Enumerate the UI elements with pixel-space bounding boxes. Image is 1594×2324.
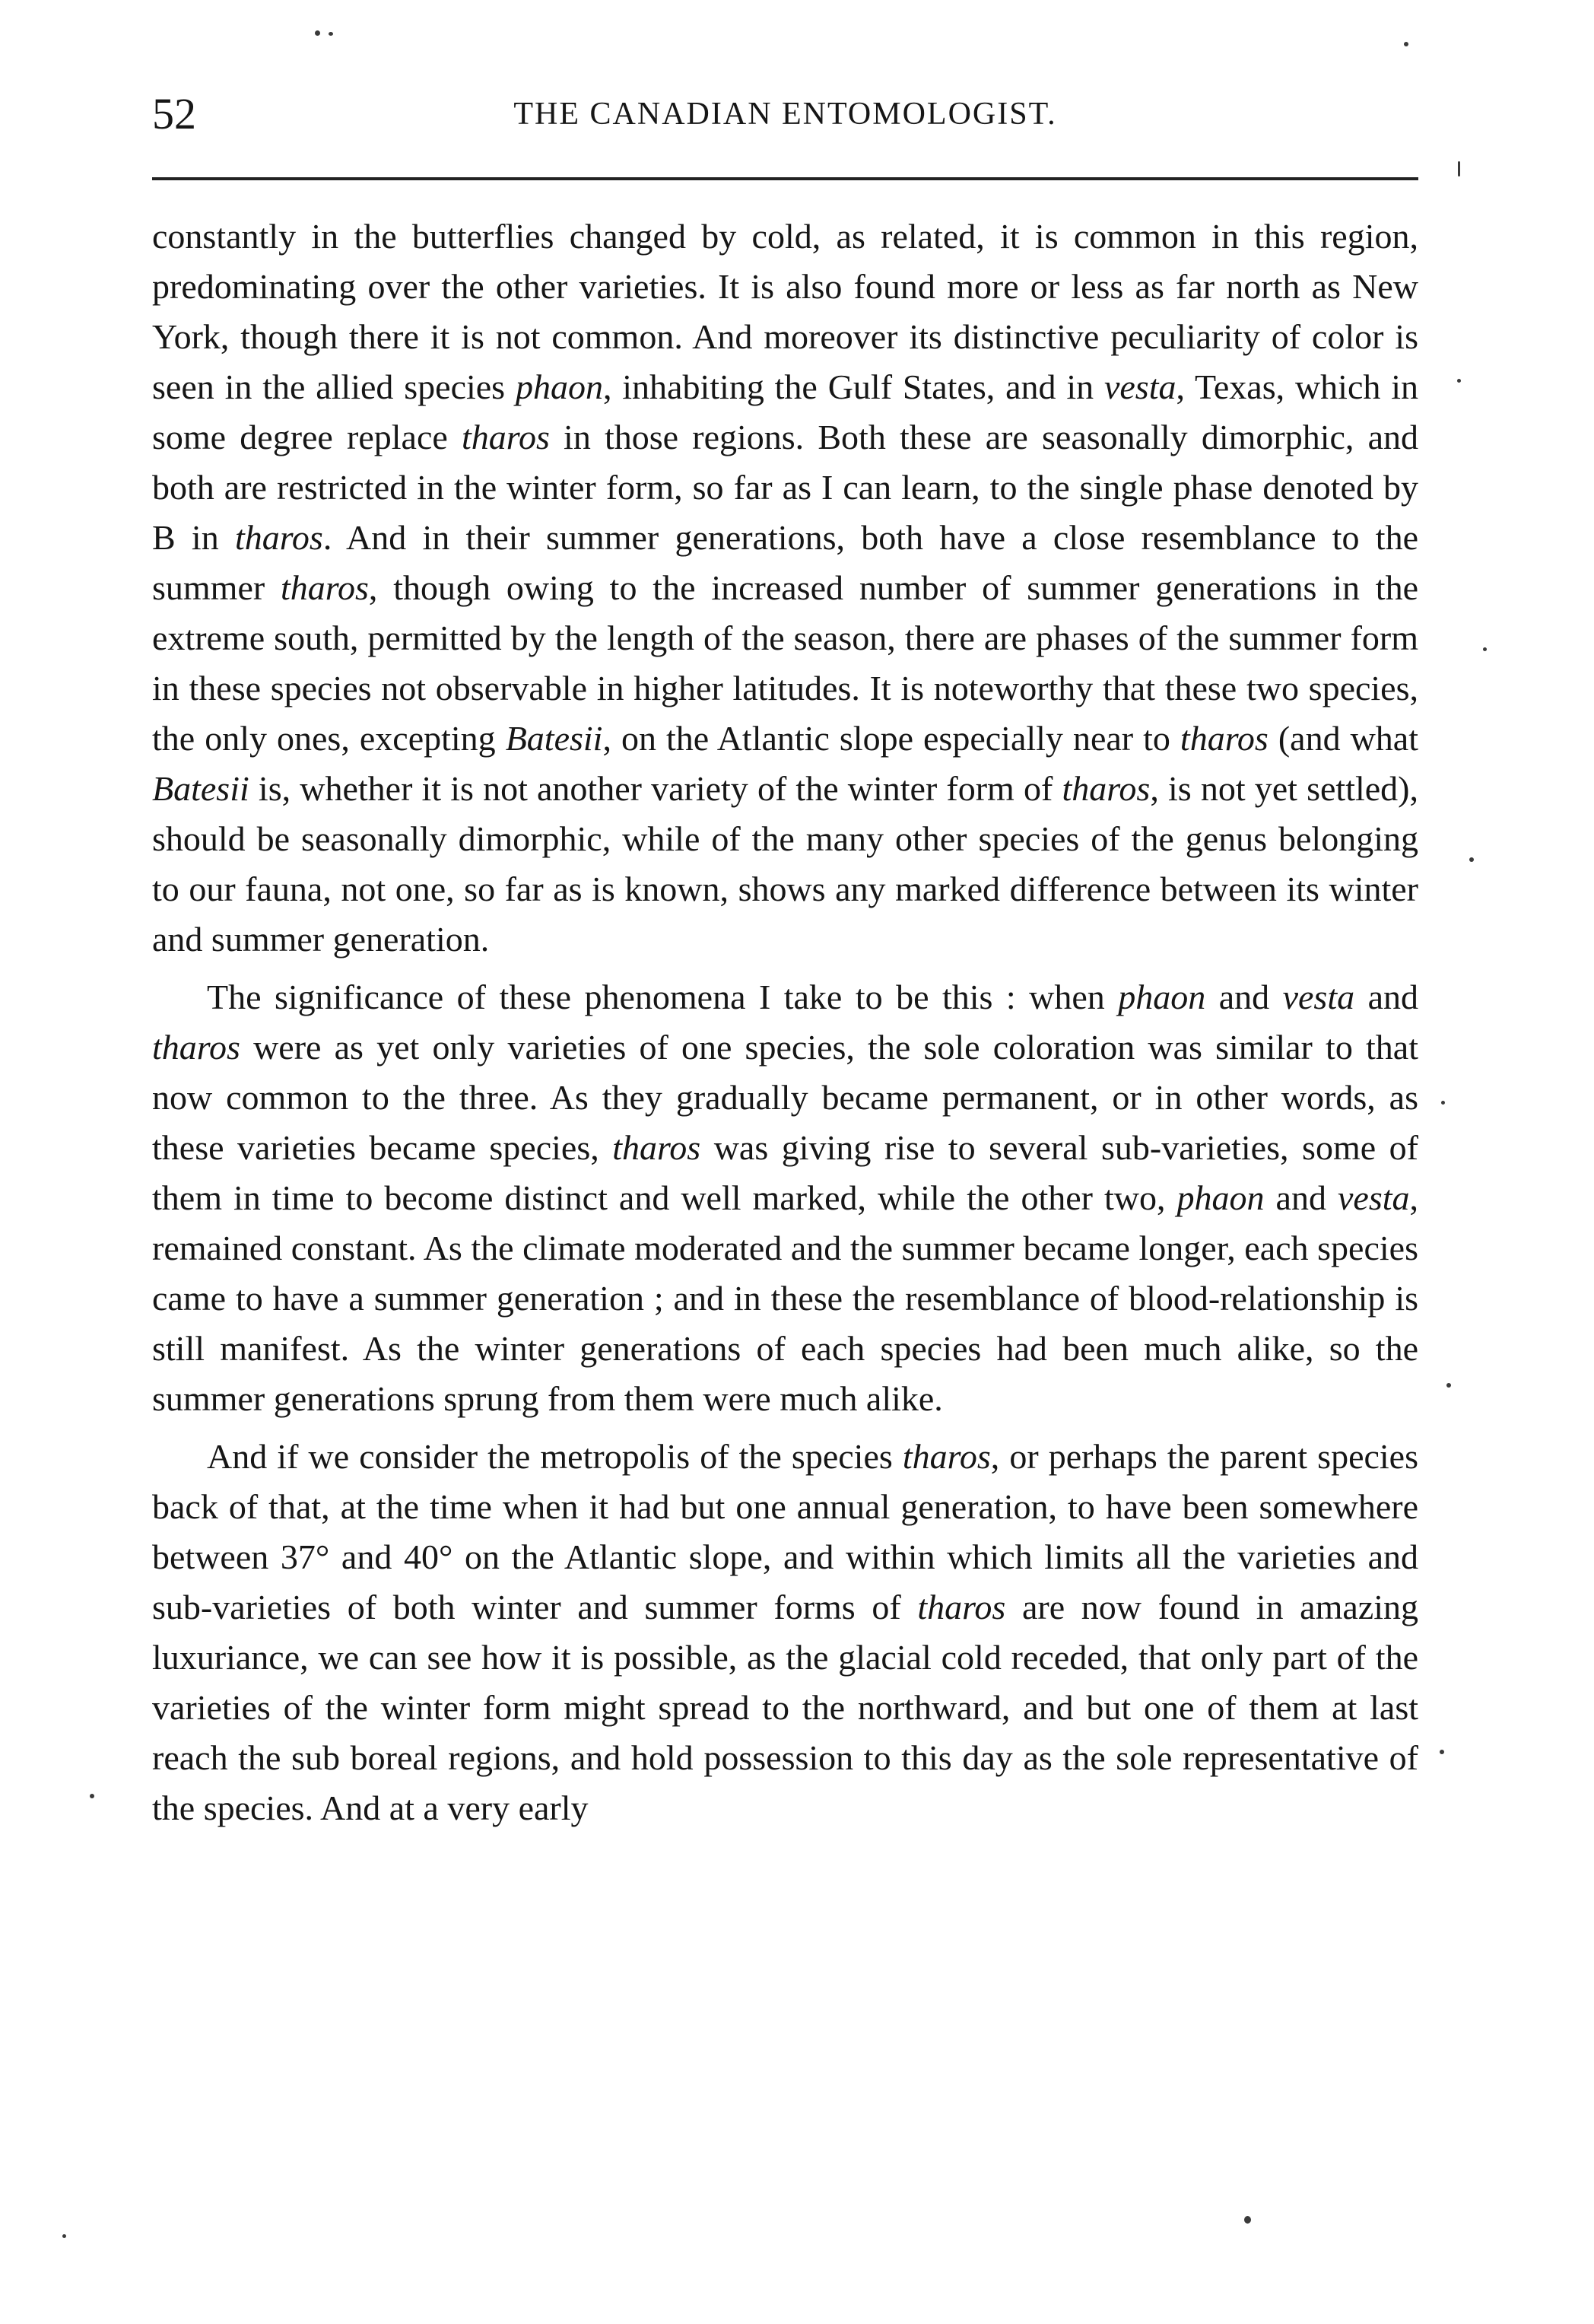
italic-term: tharos (461, 418, 550, 456)
italic-term: tharos (1180, 719, 1269, 758)
text-run: , remained constant. As the climate moderated and the summer became longer, each species came to have a summer generation ; and in these the resemblance of blood-relationship is still manifest. As the winter generations of each species had been much alike, so the summer generations sprung from them were much alike. (152, 1178, 1418, 1418)
ink-speck (1404, 42, 1408, 46)
italic-term: vesta (1282, 978, 1355, 1016)
italic-term: vesta (1337, 1178, 1410, 1217)
italic-term: tharos (902, 1437, 991, 1476)
text-run: (and what (1268, 719, 1419, 758)
text-run: And if we consider the metropolis of the species (207, 1437, 903, 1476)
italic-term: Batesii (152, 769, 249, 808)
ink-speck (1469, 857, 1474, 862)
italic-term: Batesii (505, 719, 603, 758)
italic-term: phaon (1118, 978, 1206, 1016)
text-run: , inhabiting the Gulf States, and in (602, 367, 1104, 406)
ink-speck (329, 32, 333, 36)
page-number: 52 (152, 89, 196, 138)
ink-speck (1440, 1750, 1444, 1754)
text-run: , or perhaps the parent species back of that, at the time when it had but one annual generation, to have been somewhere between 37° and 40° on the Atlantic slope, and within which limits all the varieties and sub-varieties of both winter and summer forms of (152, 1437, 1419, 1626)
text-run: and (1354, 978, 1418, 1016)
ink-speck (62, 2234, 66, 2238)
paragraph (152, 972, 1418, 1424)
italic-term: phaon (515, 367, 603, 406)
italic-term: tharos (281, 568, 369, 607)
text-run: . And in their summer generations, both have a close resemblance to the summer (152, 518, 1418, 607)
body-text (152, 211, 1418, 1833)
ink-speck (1458, 161, 1460, 176)
text-run: are now found in amazing luxuriance, we can see how it is possible, as the glacial cold receded, that only part of the varieties of the winter form might spread to the northward, and but one of them at last reach the sub boreal regions, and hold possession to this day as the sole representative of the species. And at a very early (152, 1588, 1418, 1827)
italic-term: phaon (1176, 1178, 1265, 1217)
page-header (152, 84, 1418, 145)
text-run: is, whether it is not another variety of the winter form of (249, 769, 1062, 808)
text-run: constantly in the butterflies changed by cold, as related, it is common in this region, predominating over the other varieties. It is also found more or less as far north as New York, though there it is not common. And moreover its distinctive peculiarity of color is seen in the allied species (152, 217, 1418, 406)
ink-speck (90, 1794, 94, 1798)
ink-speck (1441, 1101, 1445, 1105)
text-run: , though owing to the increased number of summer generations in the extreme south, permitted by the length of the season, there are phases of the summer form in these species not observable in higher latitudes. It is noteworthy that these two species, the only ones, excepting (152, 568, 1418, 758)
ink-speck (315, 30, 320, 36)
paragraph (152, 211, 1418, 965)
text-run: , Texas, which in some degree replace (152, 367, 1418, 456)
ink-speck (1244, 2216, 1251, 2224)
text-run: , on the Atlantic slope especially near to (602, 719, 1180, 758)
running-title: THE CANADIAN ENTOMOLOGIST. (513, 97, 1057, 132)
text-run: in those regions. Both these are seasonally dimorphic, and both are restricted in the winter form, so far as I can learn, to the single phase denoted by B in (152, 418, 1418, 557)
text-run: was giving rise to several sub-varieties, some of them in time to become distinct and well marked, while the other two, (152, 1128, 1419, 1217)
italic-term: tharos (152, 1028, 240, 1067)
italic-term: tharos (917, 1588, 1006, 1626)
header-rule (152, 177, 1418, 180)
italic-term: vesta (1103, 367, 1176, 406)
italic-term: tharos (234, 518, 323, 557)
italic-term: tharos (612, 1128, 701, 1167)
text-run: and (1264, 1178, 1338, 1217)
paragraph (152, 1432, 1418, 1833)
text-run: , is not yet settled), should be seasonally dimorphic, while of the many other species of the genus belonging to our fauna, not one, so far as is known, shows any marked difference between its winter and summer generation. (152, 769, 1418, 959)
text-run: The significance of these phenomena I take to be this : when (207, 978, 1119, 1016)
text-run: and (1205, 978, 1283, 1016)
italic-term: tharos (1062, 769, 1151, 808)
ink-speck (1483, 647, 1487, 651)
text-run: were as yet only varieties of one species, the sole coloration was similar to that now common to the three. As they gradually became permanent, or in other words, as these varieties became species, (152, 1028, 1418, 1167)
ink-speck (1446, 1383, 1451, 1388)
ink-speck (1457, 379, 1461, 383)
